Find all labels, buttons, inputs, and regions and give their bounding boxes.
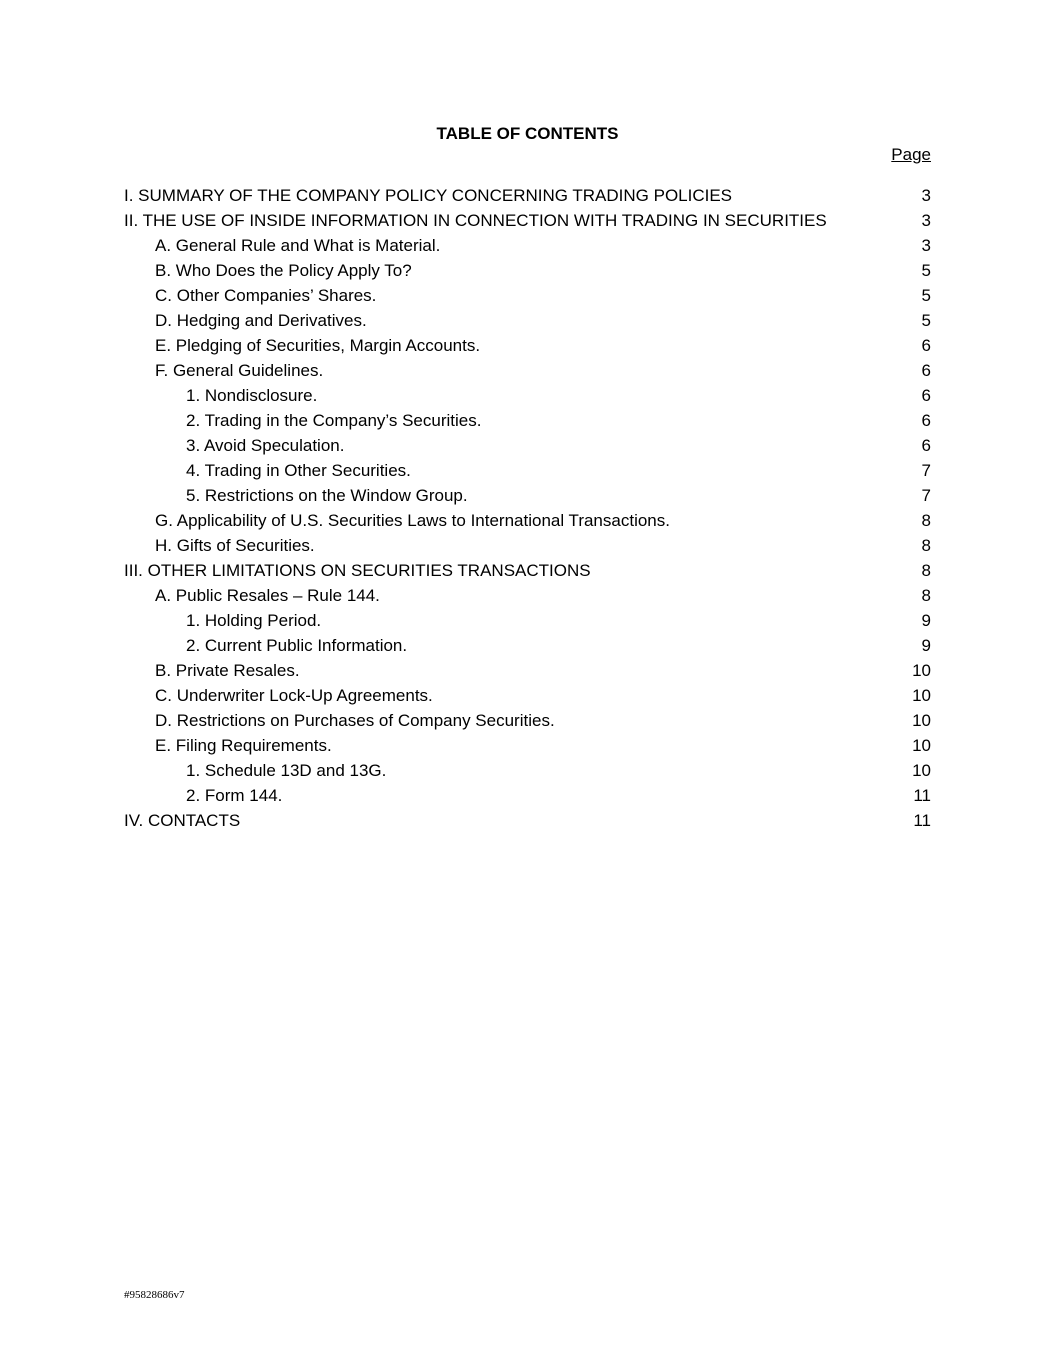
toc-entry-page-number: 10 <box>912 661 931 680</box>
toc-entry[interactable] <box>124 758 931 783</box>
toc-entry[interactable] <box>124 308 931 333</box>
toc-entry-label: 4. Trading in Other Securities. <box>186 461 411 480</box>
toc-entry-page-number: 11 <box>913 786 931 805</box>
toc-entry-page-number: 11 <box>913 811 931 830</box>
toc-entry-label: B. Who Does the Policy Apply To? <box>155 261 412 280</box>
toc-entry[interactable] <box>124 783 931 808</box>
toc-entry-page-number: 8 <box>921 511 931 530</box>
toc-entry[interactable] <box>124 658 931 683</box>
toc-entry[interactable] <box>124 558 931 583</box>
toc-entry-page-number: 8 <box>921 586 931 605</box>
toc-entry-page-number: 6 <box>921 411 931 430</box>
toc-entry-label: 1. Nondisclosure. <box>186 386 318 405</box>
toc-entry-label: E. Pledging of Securities, Margin Accounts. <box>155 336 481 355</box>
toc-entry-page-number: 8 <box>921 536 931 555</box>
toc-entry-label: II. THE USE OF INSIDE INFORMATION IN CONNECTION WITH TRADING IN SECURITIES <box>124 211 827 230</box>
toc-entry[interactable] <box>124 383 931 408</box>
toc-entry[interactable] <box>124 258 931 283</box>
toc-entry-page-number: 6 <box>921 386 931 405</box>
toc-entry-label: 1. Schedule 13D and 13G. <box>186 761 387 780</box>
toc-entry-label: H. Gifts of Securities. <box>155 536 315 555</box>
toc-entry-label: I. SUMMARY OF THE COMPANY POLICY CONCERNING TRADING POLICIES <box>124 186 733 205</box>
toc-entry[interactable] <box>124 483 931 508</box>
toc-entry-page-number: 10 <box>912 686 931 705</box>
toc-entry-page-number: 5 <box>921 261 931 280</box>
toc-entry-page-number: 5 <box>921 286 931 305</box>
toc-entry-label: III. OTHER LIMITATIONS ON SECURITIES TRANSACTIONS <box>124 561 591 580</box>
toc-entry[interactable] <box>124 708 931 733</box>
toc-entry[interactable] <box>124 508 931 533</box>
document-id: #95828686v7 <box>124 1289 185 1301</box>
toc-entry[interactable] <box>124 583 931 608</box>
toc-entry-label: F. General Guidelines. <box>155 361 324 380</box>
toc-entry[interactable] <box>124 233 931 258</box>
toc-entry[interactable] <box>124 683 931 708</box>
toc-entry-label: A. General Rule and What is Material. <box>155 236 441 255</box>
toc-entry[interactable] <box>124 408 931 433</box>
toc-entry-page-number: 3 <box>921 186 931 205</box>
toc-entry-page-number: 6 <box>921 361 931 380</box>
toc-entry[interactable] <box>124 608 931 633</box>
toc-entry-page-number: 10 <box>912 736 931 755</box>
toc-entry-label: 2. Current Public Information. <box>186 636 408 655</box>
toc-entry[interactable] <box>124 808 931 833</box>
toc-entry[interactable] <box>124 433 931 458</box>
toc-entry-label: A. Public Resales – Rule 144. <box>155 586 380 605</box>
toc-entry-page-number: 10 <box>912 761 931 780</box>
toc-entry-label: D. Restrictions on Purchases of Company Securities. <box>155 711 555 730</box>
toc-entry-label: 1. Holding Period. <box>186 611 322 630</box>
toc-entry-page-number: 5 <box>921 311 931 330</box>
toc-entry[interactable] <box>124 283 931 308</box>
toc-entry[interactable] <box>124 733 931 758</box>
toc-entry-label: D. Hedging and Derivatives. <box>155 311 367 330</box>
toc-entry-label: 3. Avoid Speculation. <box>186 436 345 455</box>
toc-entry-label: C. Other Companies’ Shares. <box>155 286 377 305</box>
toc-entry-label: 5. Restrictions on the Window Group. <box>186 486 468 505</box>
toc-entry-page-number: 7 <box>921 486 931 505</box>
toc-entry[interactable] <box>124 183 931 208</box>
toc-entry[interactable] <box>124 533 931 558</box>
table-of-contents <box>124 183 931 833</box>
toc-entry-label: 2. Form 144. <box>186 786 283 805</box>
toc-entry-label: 2. Trading in the Company’s Securities. <box>186 411 482 430</box>
toc-entry-label: E. Filing Requirements. <box>155 736 332 755</box>
toc-entry[interactable] <box>124 358 931 383</box>
toc-entry[interactable] <box>124 208 931 233</box>
toc-entry-label: C. Underwriter Lock-Up Agreements. <box>155 686 433 705</box>
toc-entry-page-number: 3 <box>921 211 931 230</box>
page-column-header: Page <box>891 145 931 164</box>
toc-entry-page-number: 6 <box>921 436 931 455</box>
toc-entry-page-number: 9 <box>921 611 931 630</box>
toc-entry-page-number: 7 <box>921 461 931 480</box>
page-title: TABLE OF CONTENTS <box>436 124 619 143</box>
toc-entry-page-number: 10 <box>912 711 931 730</box>
toc-entry-page-number: 3 <box>921 236 931 255</box>
toc-entry-label: B. Private Resales. <box>155 661 300 680</box>
toc-entry[interactable] <box>124 633 931 658</box>
toc-entry-page-number: 6 <box>921 336 931 355</box>
toc-entry[interactable] <box>124 333 931 358</box>
toc-entry-label: G. Applicability of U.S. Securities Laws to International Transactions. <box>155 511 670 530</box>
toc-entry[interactable] <box>124 458 931 483</box>
toc-entry-page-number: 9 <box>921 636 931 655</box>
toc-entry-page-number: 8 <box>921 561 931 580</box>
toc-entry-label: IV. CONTACTS <box>124 811 241 830</box>
